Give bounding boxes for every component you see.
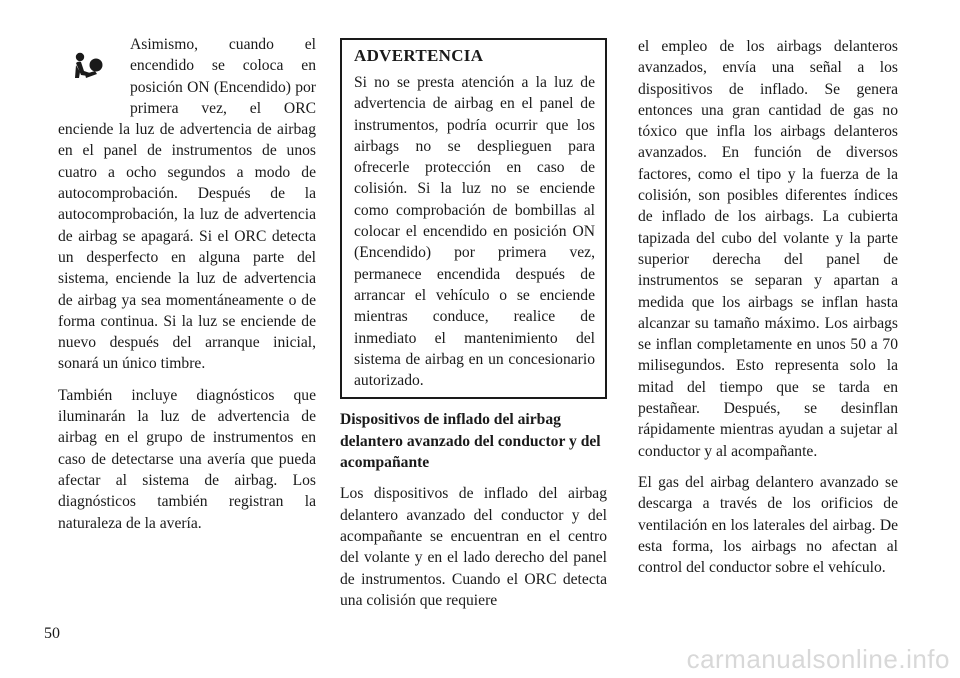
warning-title: ADVERTENCIA (354, 46, 484, 65)
column-middle (340, 38, 607, 621)
gas-vent-paragraph: El gas del airbag delantero avanzado se descarga a través de los orificios de ventilación en los laterales del airbag. De esta forma, los airbags no afectan al control del conductor sobre el vehículo. (638, 473, 898, 577)
section-heading: Dispositivos de inflado del airbag delantero avanzado del conductor y del acompañante (340, 411, 601, 472)
warning-text: Si no se presta atención a la luz de advertencia de airbag en el panel de instrumentos, podría ocurrir que los airbags no se desplieguen para ofrecerle protección en caso de colisión. Si la luz no se enciende como comprobación de bombillas al colocar el encendido en posición ON (Encendido) por primera vez, permanece encendida después de arrancar el vehículo o se enciende mientras conduce, realice de inmediato el mantenimiento del sistema de airbag en un concesionario autorizado. (354, 74, 595, 390)
column-right (638, 36, 898, 588)
inflator-paragraph: Los dispositivos de inflado del airbag delantero avanzado del conductor y del acompañante se encuentran en el centro del volante y en el lado derecho del panel de instrumentos. Cuando el ORC detecta una colisión que requiere (340, 485, 607, 609)
page-number: 50 (44, 625, 60, 642)
intro-text: Asimismo, cuando el encendido se coloca en posición ON (Encendido) por primera vez, el ORC enciende la luz de advertencia de airbag en el panel de instrumentos de unos cuatro a ocho segundos a modo de autocomprobación. Después de la autocomprobación, la luz de advertencia de airbag se apagará. Si el ORC detecta un desperfecto en alguna parte del sistema, enciende la luz de advertencia de airbag ya sea momentáneamente o de forma continua. Si la luz se enciende de nuevo después del arranque inicial, sonará un único timbre. (58, 36, 316, 373)
diagnostics-paragraph: También incluye diagnósticos que iluminarán la luz de advertencia de airbag en el grupo de instrumentos en caso de detectarse una avería que pueda afectar al sistema de airbag. Los diagnósticos también registran la naturaleza de la avería. (58, 386, 316, 532)
intro-paragraph (58, 34, 316, 375)
deployment-paragraph: el empleo de los airbags delanteros avanzados, envía una señal a los dispositivos de inflado. Se genera entonces una gran cantidad de gas no tóxico que infla los airbags delanteros avanzados. En función de diversos factores, como el tipo y la fuerza de la colisión, son posibles diferentes índices de inflado de los airbags. La cubierta tapizada del cubo del volante y la parte superior derecha del panel de instrumentos se separan y apartan a medida que los airbags se inflan hasta alcanzar su tamaño máximo. Los airbags se inflan completamente en unos 50 a 70 milisegundos. Esto representa solo la mitad del tiempo que se tarda en pestañear. Después, se desinflan rápidamente mientras ayudan a sujetar al conductor y al acompañante. (638, 38, 898, 460)
warning-box (340, 38, 607, 399)
column-left (58, 34, 316, 544)
airbag-warning-icon (58, 38, 122, 102)
watermark: carmanualsonline.info (686, 644, 950, 674)
